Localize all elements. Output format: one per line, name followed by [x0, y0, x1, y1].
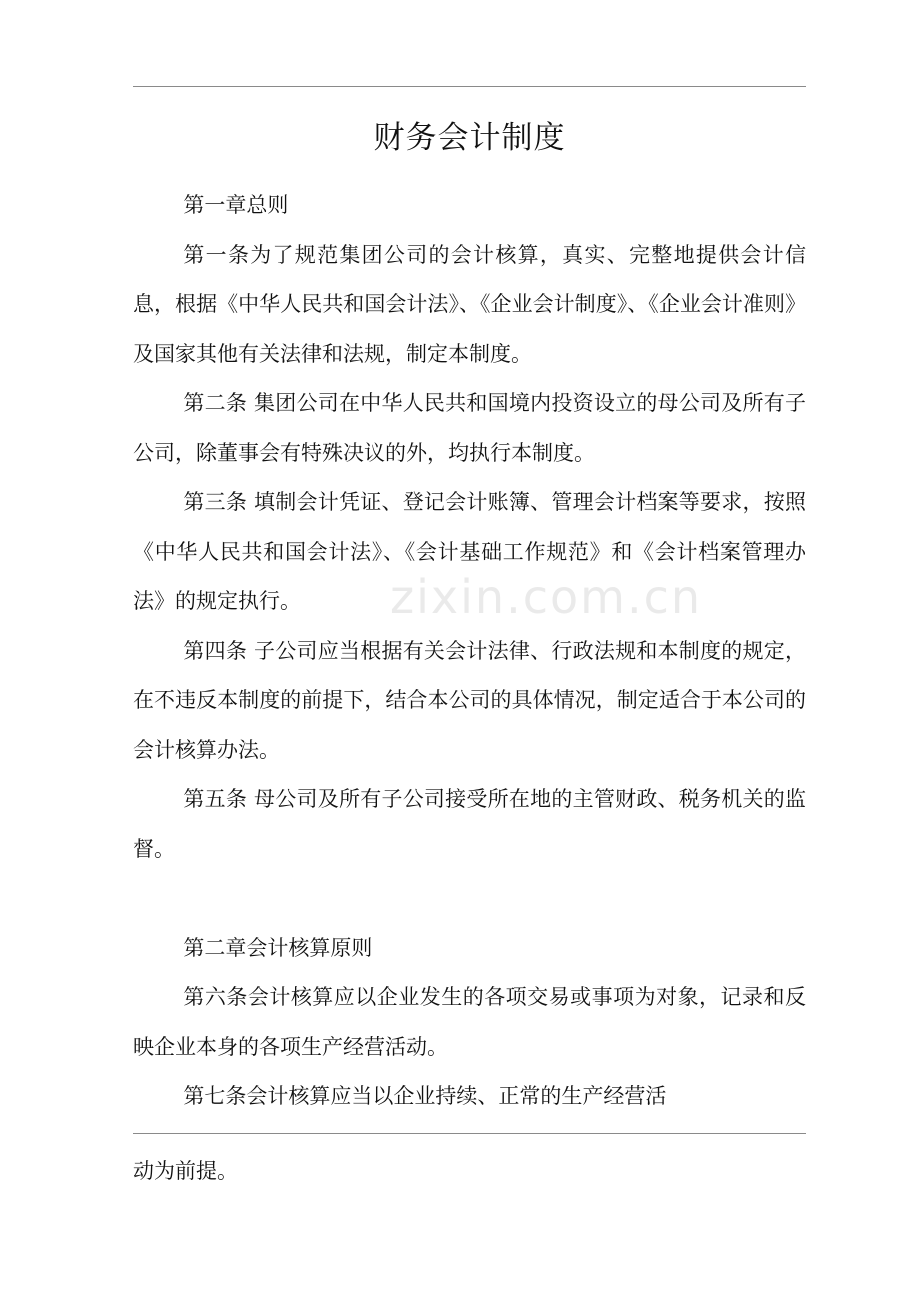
article-paragraph: 第四条 子公司应当根据有关会计法律、行政法规和本制度的规定，在不违反本制度的前提下，结合本公司的具体情况，制定适合于本公司的会计核算办法。 — [133, 638, 806, 762]
page-break-divider — [133, 1133, 806, 1134]
article-paragraph: 第五条 母公司及所有子公司接受所在地的主管财政、税务机关的监督。 — [133, 787, 806, 861]
top-divider — [133, 86, 806, 87]
document-body — [133, 181, 806, 1122]
article-paragraph: 第三条 填制会计凭证、登记会计账簿、管理会计档案等要求，按照《中华人民共和国会计法》、《会计基础工作规范》和《会计档案管理办法》的规定执行。 — [133, 490, 806, 613]
document-title: 财务会计制度 — [373, 120, 566, 156]
next-page-continuation: 动为前提。 — [133, 1159, 238, 1183]
watermark: zixin.com.cn — [390, 570, 703, 624]
article-paragraph: 第七条会计核算应当以企业持续、正常的生产经营活 — [183, 1084, 667, 1108]
article-paragraph: 第六条会计核算应以企业发生的各项交易或事项为对象，记录和反映企业本身的各项生产经营活动。 — [133, 985, 806, 1059]
chapter-heading: 第一章总则 — [183, 193, 289, 217]
article-paragraph: 第一条为了规范集团公司的会计核算，真实、完整地提供会计信息，根据《中华人民共和国会计法》、《企业会计制度》、《企业会计准则》及国家其他有关法律和法规，制定本制度。 — [133, 242, 806, 366]
section-gap — [133, 874, 806, 924]
article-paragraph: 第二条 集团公司在中华人民共和国境内投资设立的母公司及所有子公司，除董事会有特殊决议的外，均执行本制度。 — [133, 391, 806, 465]
chapter-heading: 第二章会计核算原则 — [183, 935, 373, 960]
